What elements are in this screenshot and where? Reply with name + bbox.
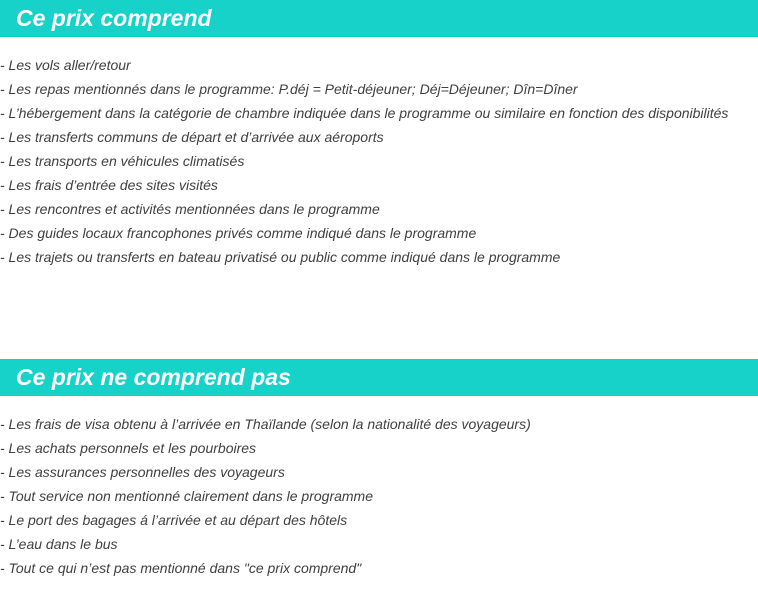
- includes-list-item: - Les trajets ou transferts en bateau privatisé ou public comme indiqué dans le programme: [0, 249, 561, 265]
- includes-list: [0, 53, 728, 269]
- includes-section-header: [0, 0, 758, 37]
- excludes-section-header: [0, 359, 758, 396]
- excludes-list-item: - Les assurances personnelles des voyageurs: [0, 464, 285, 480]
- includes-list-item: - Les transferts communs de départ et d’arrivée aux aéroports: [0, 129, 384, 145]
- includes-section-title: Ce prix comprend: [16, 5, 212, 31]
- includes-list-item: - L’hébergement dans la catégorie de chambre indiquée dans le programme ou similaire en fonction des disponibilités: [0, 105, 729, 121]
- includes-list-item: - Les transports en véhicules climatisés: [0, 153, 245, 169]
- excludes-list-item: - Les frais de visa obtenu à l’arrivée en Thaïlande (selon la nationalité des voyageurs): [0, 416, 531, 432]
- excludes-list-item: - L’eau dans le bus: [0, 536, 118, 552]
- includes-list-item: - Les repas mentionnés dans le programme: P.déj = Petit-déjeuner; Déj=Déjeuner; Dîn=Dîner: [0, 81, 578, 97]
- excludes-list: [0, 412, 531, 580]
- includes-list-item: - Les vols aller/retour: [0, 57, 131, 73]
- excludes-section-title: Ce prix ne comprend pas: [16, 364, 291, 390]
- excludes-list-item: - Tout ce qui n’est pas mentionné dans "ce prix comprend": [0, 560, 362, 576]
- excludes-list-item: - Les achats personnels et les pourboires: [0, 440, 257, 456]
- includes-list-item: - Des guides locaux francophones privés comme indiqué dans le programme: [0, 225, 477, 241]
- includes-list-item: - Les rencontres et activités mentionnées dans le programme: [0, 201, 380, 217]
- excludes-list-item: - Le port des bagages á l’arrivée et au départ des hôtels: [0, 512, 348, 528]
- includes-list-item: - Les frais d’entrée des sites visités: [0, 177, 218, 193]
- excludes-list-item: - Tout service non mentionné clairement dans le programme: [0, 488, 374, 504]
